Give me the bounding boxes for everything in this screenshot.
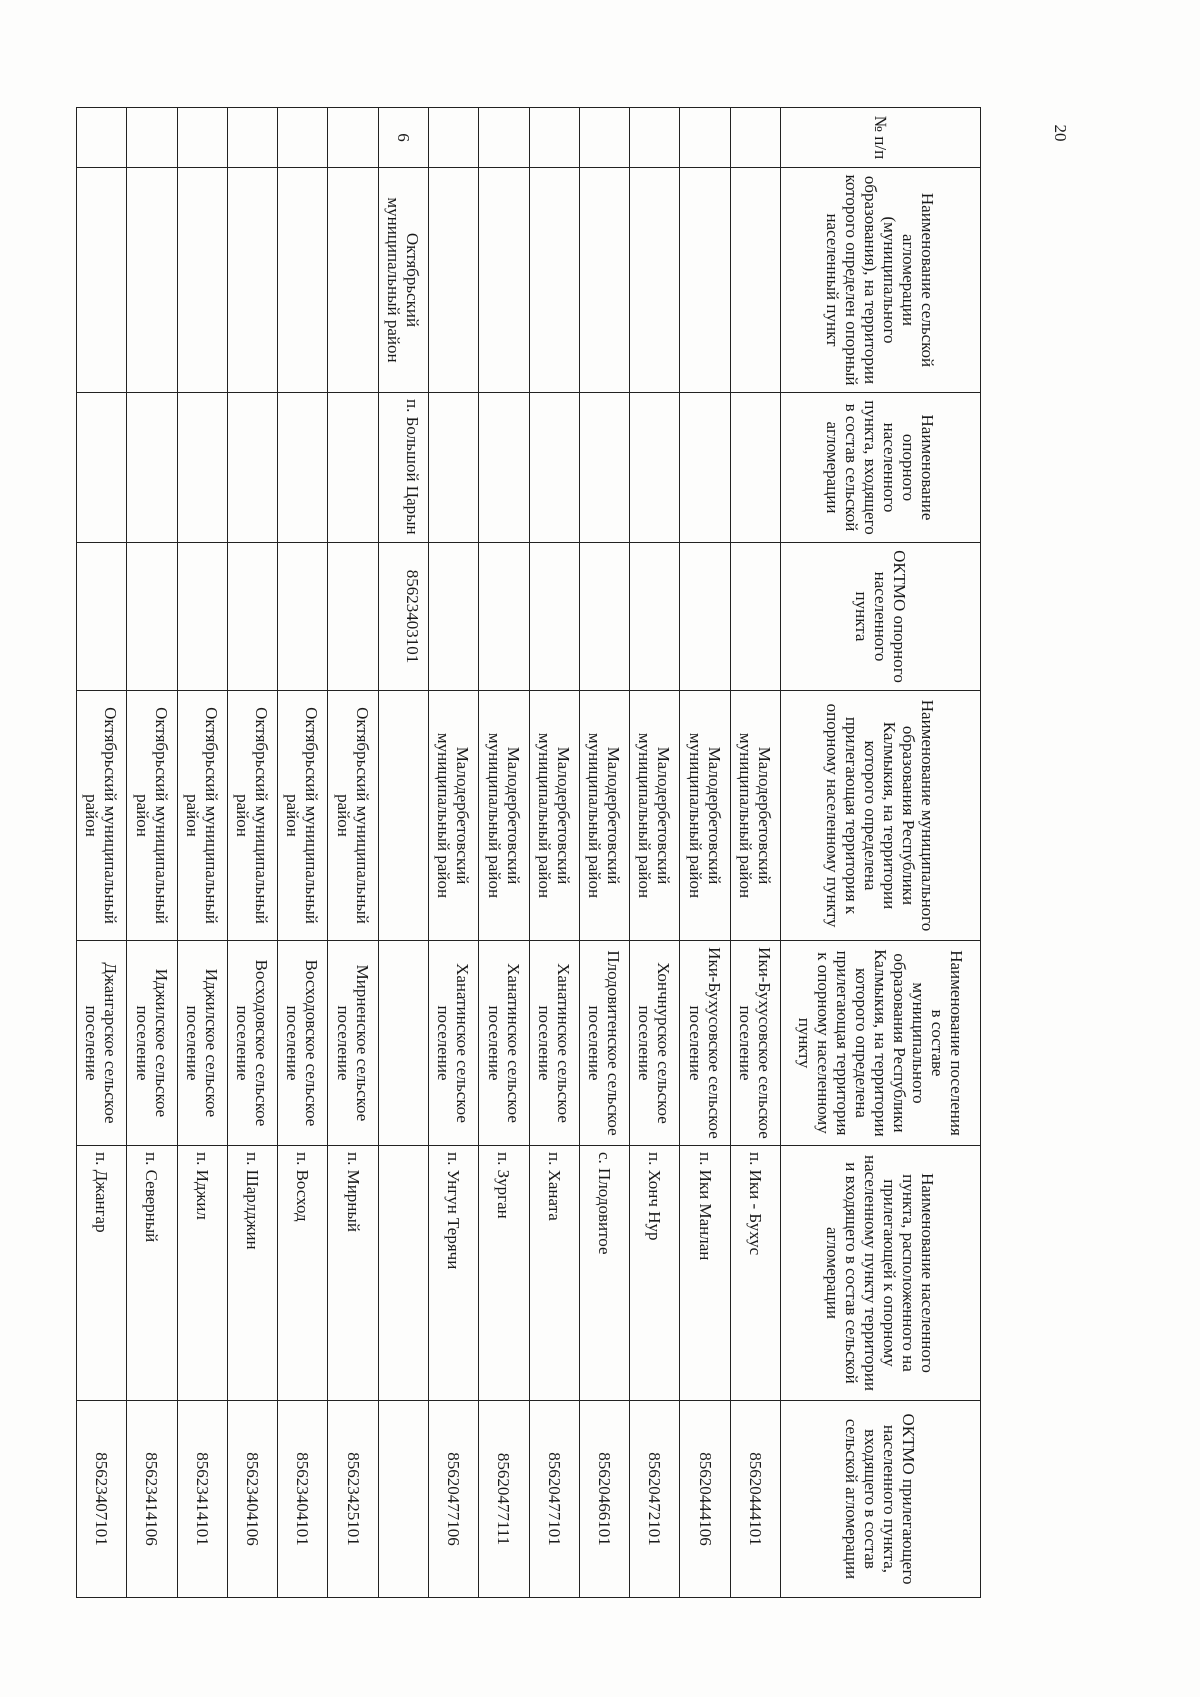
header-cell: Наименование опорного населенного пункта, входящего в состав сельской агломерации — [781, 393, 981, 543]
table-row — [328, 108, 378, 1598]
municipal-district-cell — [378, 691, 428, 941]
adjacent-oktmo-cell: 85623425101 — [328, 1401, 378, 1598]
settlement-cell: Ханатинское сельское поселение — [429, 941, 479, 1146]
support-settlement-name-cell — [429, 393, 479, 543]
agglomeration-name-cell — [127, 168, 177, 393]
municipal-district-cell: Октябрьский муниципальный район — [127, 691, 177, 941]
settlement-cell: Иджилское сельское поселение — [127, 941, 177, 1146]
adjacent-oktmo-cell: 85620472101 — [630, 1401, 680, 1598]
adjacent-settlement-cell: п. Иджил — [177, 1146, 227, 1401]
support-settlement-oktmo-cell — [77, 543, 127, 691]
municipal-district-cell: Октябрьский муниципальный район — [328, 691, 378, 941]
settlement-cell: Ики-Бухусовское сельское поселение — [730, 941, 780, 1146]
adjacent-oktmo-cell: 85620477111 — [479, 1401, 529, 1598]
adjacent-settlement-cell: п. Северный — [127, 1146, 177, 1401]
municipal-district-cell: Малодербетовский муниципальный район — [730, 691, 780, 941]
settlement-cell: Иджилское сельское поселение — [177, 941, 227, 1146]
support-settlement-name-cell — [177, 393, 227, 543]
row-number-cell — [429, 108, 479, 168]
adjacent-oktmo-cell — [378, 1401, 428, 1598]
municipal-district-cell: Малодербетовский муниципальный район — [479, 691, 529, 941]
adjacent-oktmo-cell: 85620444106 — [680, 1401, 730, 1598]
adjacent-oktmo-cell: 85623414106 — [127, 1401, 177, 1598]
agglomeration-name-cell — [278, 168, 328, 393]
row-number-cell — [730, 108, 780, 168]
adjacent-settlement-cell: п. Ики Манлан — [680, 1146, 730, 1401]
agglomeration-name-cell — [680, 168, 730, 393]
support-settlement-oktmo-cell — [328, 543, 378, 691]
row-number-cell — [278, 108, 328, 168]
row-number-cell — [177, 108, 227, 168]
adjacent-settlement-cell: п. Хонч Нур — [630, 1146, 680, 1401]
table-row — [278, 108, 328, 1598]
page-number: 20 — [1051, 124, 1070, 142]
agglomeration-name-cell — [77, 168, 127, 393]
rotated-table-wrapper — [76, 107, 981, 1597]
adjacent-oktmo-cell: 85623404101 — [278, 1401, 328, 1598]
row-number-cell — [479, 108, 529, 168]
row-number-cell — [127, 108, 177, 168]
settlement-cell: Ики-Бухусовское сельское поселение — [680, 941, 730, 1146]
support-settlement-name-cell — [529, 393, 579, 543]
row-number-cell: 6 — [378, 108, 428, 168]
header-cell: Наименование муниципального образования Республики Калмыкия, на территории которого определена прилегающая территория к опорному населенному пункту — [781, 691, 981, 941]
header-cell: ОКТМО прилегающего населенного пункта, входящего в состав сельской агломерации — [781, 1401, 981, 1598]
agglomeration-name-cell — [579, 168, 629, 393]
adjacent-settlement-cell: п. Унгун Терячи — [429, 1146, 479, 1401]
adjacent-oktmo-cell: 85620477106 — [429, 1401, 479, 1598]
adjacent-oktmo-cell: 85623404106 — [227, 1401, 277, 1598]
municipal-district-cell: Октябрьский муниципальный район — [77, 691, 127, 941]
support-settlement-oktmo-cell — [630, 543, 680, 691]
support-settlement-name-cell — [278, 393, 328, 543]
settlement-cell: Плодовитенское сельское поселение — [579, 941, 629, 1146]
table-row — [479, 108, 529, 1598]
support-settlement-name-cell — [680, 393, 730, 543]
support-settlement-oktmo-cell — [479, 543, 529, 691]
adjacent-oktmo-cell: 85620444101 — [730, 1401, 780, 1598]
settlement-cell: Восходовское сельское поселение — [278, 941, 328, 1146]
adjacent-settlement-cell: п. Джангар — [77, 1146, 127, 1401]
support-settlement-oktmo-cell — [680, 543, 730, 691]
settlement-cell: Мирненское сельское поселение — [328, 941, 378, 1146]
row-number-cell — [529, 108, 579, 168]
support-settlement-name-cell: п. Большой Царын — [378, 393, 428, 543]
agglomeration-name-cell — [529, 168, 579, 393]
municipal-district-cell: Октябрьский муниципальный район — [227, 691, 277, 941]
support-settlement-oktmo-cell — [227, 543, 277, 691]
adjacent-oktmo-cell: 85623407101 — [77, 1401, 127, 1598]
agglomeration-name-cell — [429, 168, 479, 393]
row-number-cell — [227, 108, 277, 168]
support-settlement-oktmo-cell — [429, 543, 479, 691]
adjacent-settlement-cell: п. Шарлджин — [227, 1146, 277, 1401]
row-number-cell — [77, 108, 127, 168]
row-number-cell — [579, 108, 629, 168]
adjacent-oktmo-cell: 85620477101 — [529, 1401, 579, 1598]
agglomeration-name-cell — [479, 168, 529, 393]
support-settlement-oktmo-cell: 85623403101 — [378, 543, 428, 691]
table-row — [529, 108, 579, 1598]
adjacent-settlement-cell: п. Ики - Бухус — [730, 1146, 780, 1401]
adjacent-settlement-cell: с. Плодовитое — [579, 1146, 629, 1401]
agglomeration-name-cell — [630, 168, 680, 393]
row-number-cell — [328, 108, 378, 168]
municipal-district-cell: Малодербетовский муниципальный район — [429, 691, 479, 941]
table-row — [579, 108, 629, 1598]
settlement-cell: Хончнурское сельское поселение — [630, 941, 680, 1146]
table-row — [378, 108, 428, 1598]
adjacent-oktmo-cell: 85623414101 — [177, 1401, 227, 1598]
adjacent-oktmo-cell: 85620466101 — [579, 1401, 629, 1598]
adjacent-settlement-cell: п. Мирный — [328, 1146, 378, 1401]
header-cell: № п/п — [781, 108, 981, 168]
support-settlement-name-cell — [730, 393, 780, 543]
settlement-cell: Ханатинское сельское поселение — [479, 941, 529, 1146]
table-header-row — [781, 108, 981, 1598]
support-settlement-oktmo-cell — [730, 543, 780, 691]
municipal-district-cell: Октябрьский муниципальный район — [278, 691, 328, 941]
header-cell: Наименование населенного пункта, расположенного на прилегающей к опорному населенному пункту территории и входящего в состав сельской агломерации — [781, 1146, 981, 1401]
support-settlement-oktmo-cell — [127, 543, 177, 691]
table-row — [177, 108, 227, 1598]
adjacent-settlement-cell: п. Восход — [278, 1146, 328, 1401]
settlement-cell — [378, 941, 428, 1146]
agglomeration-name-cell — [227, 168, 277, 393]
table-row — [77, 108, 127, 1598]
header-cell: Наименование сельской агломерации (муниципального образования), на территории которого определен опорный населенный пункт — [781, 168, 981, 393]
table-row — [127, 108, 177, 1598]
agglomeration-name-cell — [328, 168, 378, 393]
agglomeration-name-cell — [730, 168, 780, 393]
table-row — [630, 108, 680, 1598]
agglomeration-name-cell: Октябрьский муниципальный район — [378, 168, 428, 393]
agglomeration-name-cell — [177, 168, 227, 393]
row-number-cell — [680, 108, 730, 168]
table-row — [680, 108, 730, 1598]
support-settlement-name-cell — [227, 393, 277, 543]
adjacent-settlement-cell: п. Ханата — [529, 1146, 579, 1401]
settlement-cell: Восходовское сельское поселение — [227, 941, 277, 1146]
support-settlement-name-cell — [579, 393, 629, 543]
table-body — [77, 108, 781, 1598]
support-settlement-oktmo-cell — [529, 543, 579, 691]
support-settlement-oktmo-cell — [278, 543, 328, 691]
row-number-cell — [630, 108, 680, 168]
support-settlement-name-cell — [77, 393, 127, 543]
table-row — [429, 108, 479, 1598]
support-settlement-name-cell — [630, 393, 680, 543]
adjacent-settlement-cell — [378, 1146, 428, 1401]
municipal-district-cell: Малодербетовский муниципальный район — [579, 691, 629, 941]
municipal-district-cell: Октябрьский муниципальный район — [177, 691, 227, 941]
settlement-cell: Ханатинское сельское поселение — [529, 941, 579, 1146]
agglomeration-table — [76, 107, 981, 1598]
header-cell: ОКТМО опорного населенного пункта — [781, 543, 981, 691]
adjacent-settlement-cell: п. Зурган — [479, 1146, 529, 1401]
table-row — [730, 108, 780, 1598]
table-row — [227, 108, 277, 1598]
header-cell: Наименование поселения в составе муниципального образования Республики Калмыкия, на территории которого определена прилегающая территория к опорному населенному пункту — [781, 941, 981, 1146]
municipal-district-cell: Малодербетовский муниципальный район — [630, 691, 680, 941]
settlement-cell: Джангарское сельское поселение — [77, 941, 127, 1146]
support-settlement-name-cell — [328, 393, 378, 543]
support-settlement-oktmo-cell — [177, 543, 227, 691]
support-settlement-name-cell — [127, 393, 177, 543]
municipal-district-cell: Малодербетовский муниципальный район — [680, 691, 730, 941]
support-settlement-oktmo-cell — [579, 543, 629, 691]
municipal-district-cell: Малодербетовский муниципальный район — [529, 691, 579, 941]
support-settlement-name-cell — [479, 393, 529, 543]
